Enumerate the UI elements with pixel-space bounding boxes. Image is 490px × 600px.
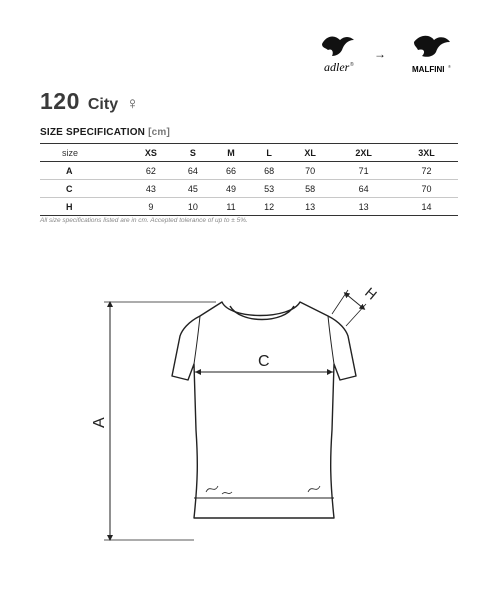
malfini-logo-text: MALFINI bbox=[412, 65, 445, 74]
row-label: C bbox=[40, 180, 128, 198]
product-name: City bbox=[87, 96, 119, 113]
female-icon: ♀ bbox=[126, 94, 139, 113]
label-h: H bbox=[362, 284, 381, 303]
table-cell: 66 bbox=[212, 162, 250, 180]
table-cell: 58 bbox=[288, 180, 332, 198]
table-cell: 62 bbox=[128, 162, 174, 180]
size-spec-heading bbox=[40, 127, 170, 138]
table-cell: 10 bbox=[174, 198, 212, 216]
table-cell: 70 bbox=[395, 180, 458, 198]
tolerance-note: All size specifications listed are in cm. Accepted tolerance of up to ± 5%. bbox=[40, 217, 248, 224]
header-cell-xs: XS bbox=[128, 144, 174, 162]
tshirt-outline bbox=[172, 302, 356, 518]
size-spec-title: SIZE SPECIFICATION bbox=[40, 127, 146, 138]
row-label: H bbox=[40, 198, 128, 216]
malfini-bird-icon bbox=[414, 36, 450, 57]
sleeve-guide-2 bbox=[346, 304, 366, 326]
header-cell-xl: XL bbox=[288, 144, 332, 162]
product-title bbox=[40, 88, 139, 115]
table-cell: 68 bbox=[250, 162, 288, 180]
header-cell-size: size bbox=[40, 144, 128, 162]
table-cell: 45 bbox=[174, 180, 212, 198]
product-code: 120 bbox=[40, 88, 80, 114]
table-row-c bbox=[40, 180, 458, 198]
table-cell: 71 bbox=[332, 162, 395, 180]
size-table-header-row bbox=[40, 144, 458, 162]
size-table bbox=[40, 143, 458, 216]
adler-bird-icon bbox=[322, 37, 354, 56]
garment-diagram bbox=[80, 280, 400, 560]
table-cell: 72 bbox=[395, 162, 458, 180]
brand-logos-graphic bbox=[310, 28, 460, 78]
header-cell-l: L bbox=[250, 144, 288, 162]
brand-logos bbox=[310, 28, 460, 78]
malfini-registered-mark: ® bbox=[448, 64, 451, 69]
table-cell: 14 bbox=[395, 198, 458, 216]
label-a: A bbox=[91, 417, 108, 428]
garment-diagram-svg bbox=[80, 280, 400, 560]
table-cell: 64 bbox=[174, 162, 212, 180]
arrow-icon: → bbox=[374, 47, 386, 61]
sleeve-length-arrow bbox=[346, 294, 363, 308]
row-label: A bbox=[40, 162, 128, 180]
table-cell: 11 bbox=[212, 198, 250, 216]
table-cell: 53 bbox=[250, 180, 288, 198]
table-cell: 13 bbox=[288, 198, 332, 216]
table-cell: 13 bbox=[332, 198, 395, 216]
table-cell: 64 bbox=[332, 180, 395, 198]
table-cell: 12 bbox=[250, 198, 288, 216]
table-cell: 70 bbox=[288, 162, 332, 180]
adler-logo-text: adler bbox=[324, 60, 350, 74]
adler-registered-mark: ® bbox=[350, 62, 354, 68]
table-cell: 49 bbox=[212, 180, 250, 198]
sleeve-guide-1 bbox=[332, 290, 348, 314]
header-cell-s: S bbox=[174, 144, 212, 162]
header-cell-2xl: 2XL bbox=[332, 144, 395, 162]
table-cell: 9 bbox=[128, 198, 174, 216]
table-row-a bbox=[40, 162, 458, 180]
size-spec-unit: [cm] bbox=[148, 127, 170, 138]
header-cell-3xl: 3XL bbox=[395, 144, 458, 162]
header-cell-m: M bbox=[212, 144, 250, 162]
table-row-h bbox=[40, 198, 458, 216]
label-c: C bbox=[258, 353, 270, 370]
table-cell: 43 bbox=[128, 180, 174, 198]
